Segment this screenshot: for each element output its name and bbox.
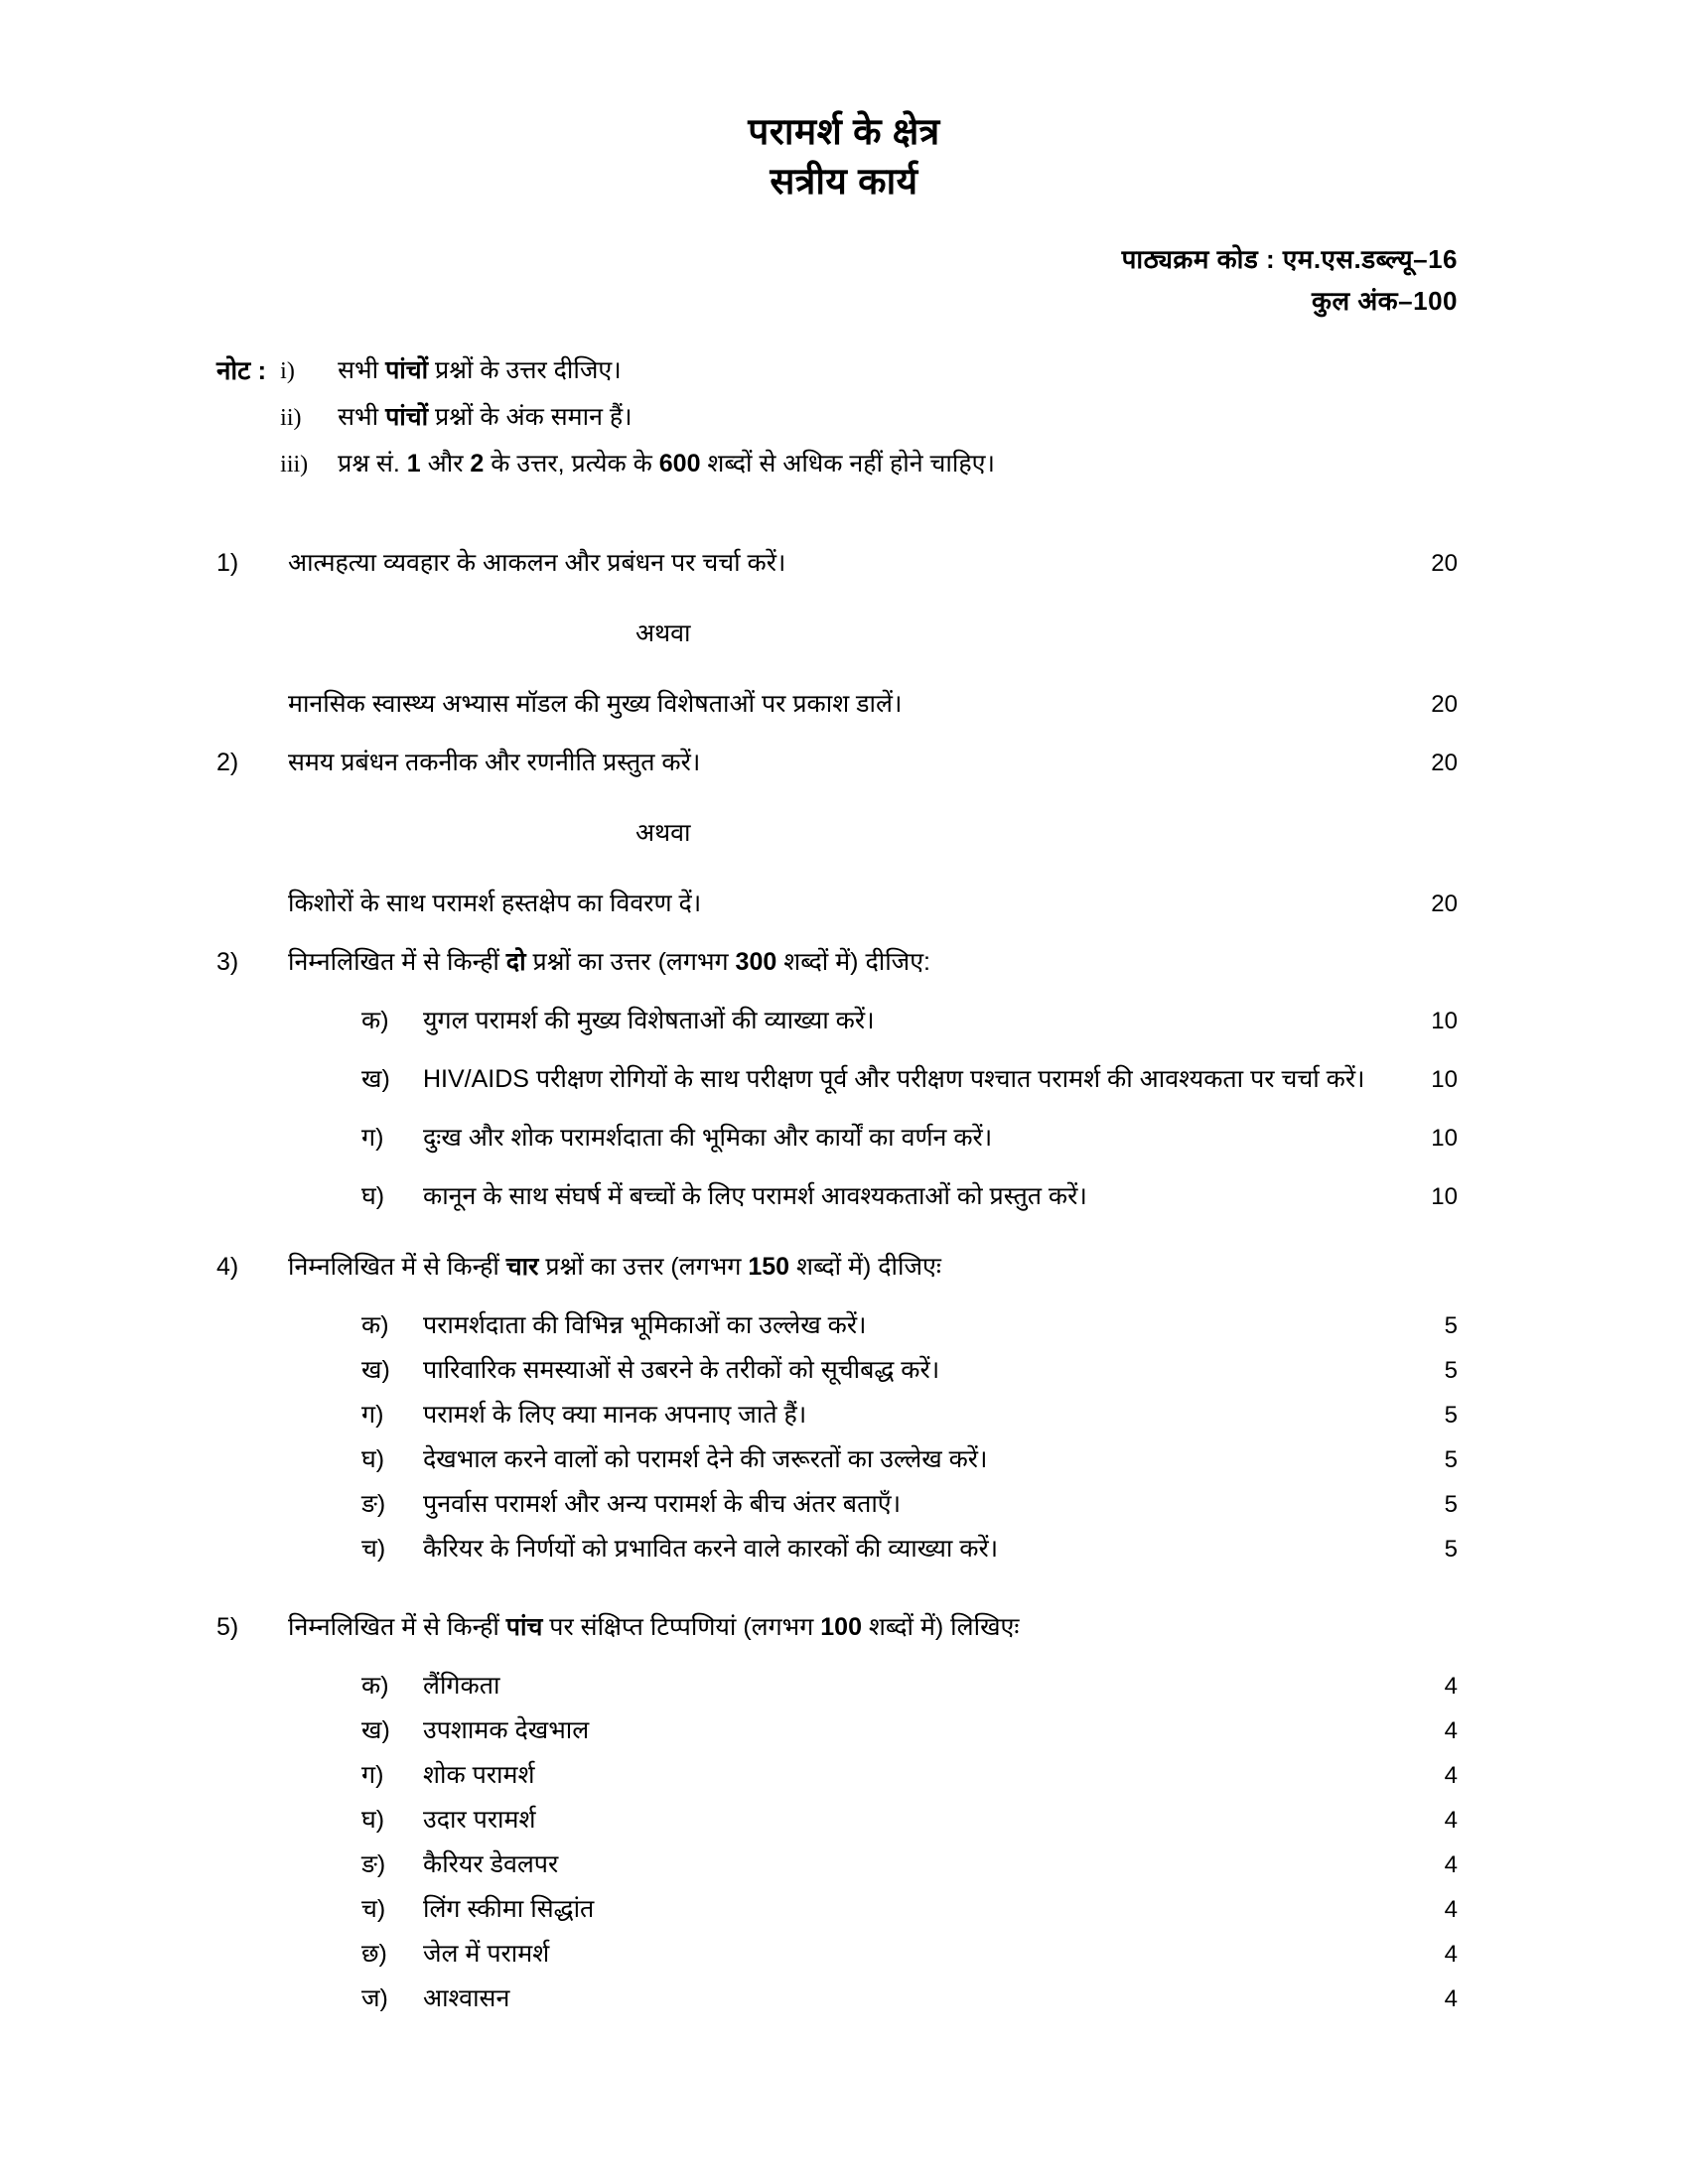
sub-question-marks: 4 — [1444, 1985, 1458, 2012]
question-marks: 20 — [1431, 550, 1458, 577]
note-text-post: प्रश्नों के उत्तर दीजिए। — [428, 356, 622, 384]
sub-question-text: परामर्श के लिए क्या मानक अपनाए जाते हैं। — [423, 1401, 807, 1429]
sub-question-text: परामर्शदाता की विभिन्न भूमिकाओं का उल्लेख करें। — [423, 1311, 867, 1339]
questions-list — [0, 541, 1688, 2021]
stem-bold: चार — [505, 1253, 539, 1281]
spacer — [0, 1290, 1688, 1303]
note-item-marker: i) — [280, 358, 295, 384]
sub-question-text: पारिवारिक समस्याओं से उबरने के तरीकों को सूचीबद्ध करें। — [423, 1356, 940, 1384]
spacer — [0, 785, 1688, 811]
spacer — [0, 856, 1688, 882]
question-row — [0, 1605, 1688, 1650]
sub-question-text: पुनर्वास परामर्श और अन्य परामर्श के बीच अंतर बताएँ। — [423, 1490, 902, 1518]
question-row — [0, 741, 1688, 785]
sub-question-marks: 10 — [1431, 1125, 1458, 1152]
sub-question-marker: च) — [361, 1895, 386, 1923]
question-row — [0, 940, 1688, 985]
sub-question-marker: छ) — [361, 1940, 387, 1968]
sub-question-text: उपशामक देखभाल — [423, 1716, 590, 1744]
stem-pre: निम्नलिखित में से किन्हीं — [288, 1253, 506, 1281]
sub-question-row — [0, 1057, 1688, 1102]
stem-bold-2: 100 — [820, 1613, 862, 1641]
sub-question-text: आश्वासन — [423, 1984, 510, 2012]
sub-question-marker: घ) — [361, 1806, 385, 1834]
note-item-text — [338, 441, 1688, 486]
sub-question-row — [0, 1437, 1688, 1482]
sub-question-marks: 10 — [1431, 1183, 1458, 1210]
note-text-post: प्रश्नों के अंक समान हैं। — [428, 403, 633, 431]
sub-question-marker: ख) — [361, 1356, 390, 1384]
sub-question-row — [0, 1174, 1688, 1219]
sub-question-marker: ङ) — [361, 1490, 386, 1518]
note-text-bold: पांचों — [385, 403, 429, 431]
spacer — [0, 1571, 1688, 1605]
sub-question-row — [0, 1116, 1688, 1160]
question-number: 1) — [216, 549, 239, 577]
spacer — [0, 656, 1688, 682]
sub-question-row — [0, 1482, 1688, 1527]
sub-question-row — [0, 1664, 1688, 1708]
note-text-bold-2: 2 — [470, 450, 485, 478]
sub-question-text: दुःख और शोक परामर्शदाता की भूमिका और कार्यों का वर्णन करें। — [423, 1124, 993, 1152]
sub-question-text: लैंगिकता — [423, 1672, 500, 1700]
question-alternative-row — [0, 682, 1688, 727]
sub-question-row — [0, 1348, 1688, 1393]
sub-question-text: देखभाल करने वालों को परामर्श देने की जरूरतों का उल्लेख करें। — [423, 1445, 988, 1473]
note-item-text — [338, 347, 1688, 393]
spacer — [0, 1650, 1688, 1664]
question-row — [0, 1245, 1688, 1290]
stem-bold: दो — [505, 948, 526, 976]
sub-question-marks: 4 — [1444, 1673, 1458, 1700]
sub-question-marker: घ) — [361, 1445, 385, 1473]
sub-question-marker: ख) — [361, 1716, 390, 1744]
sub-question-row — [0, 1798, 1688, 1843]
sub-question-text: कानून के साथ संघर्ष में बच्चों के लिए परामर्श आवश्यकताओं को प्रस्तुत करें। — [423, 1182, 1087, 1210]
note-item — [280, 441, 1688, 487]
alternative-label: अथवा — [635, 819, 691, 847]
total-marks-line: कुल अंक–100 — [1312, 286, 1458, 316]
question-number: 2) — [216, 749, 239, 776]
sub-question-marks: 10 — [1431, 1066, 1458, 1093]
sub-question-text: उदार परामर्श — [423, 1806, 536, 1834]
stem-mid: प्रश्नों का उत्तर (लगभग — [538, 1253, 749, 1281]
stem-bold: पांच — [505, 1613, 543, 1641]
question-row — [0, 541, 1688, 586]
spacer — [0, 926, 1688, 940]
question-text: समय प्रबंधन तकनीक और रणनीति प्रस्तुत करें। — [288, 749, 701, 776]
sub-question-marker: क) — [361, 1311, 389, 1339]
sub-question-text: कैरियर डेवलपर — [423, 1850, 559, 1878]
sub-question-marker: ग) — [361, 1761, 384, 1789]
sub-question-marks: 5 — [1444, 1446, 1458, 1473]
note-block — [0, 347, 1688, 487]
stem-pre: निम्नलिखित में से किन्हीं — [288, 948, 506, 976]
sub-question-marker: ग) — [361, 1124, 384, 1152]
note-text-pre: सभी — [338, 403, 386, 431]
note-text-bold: 1 — [406, 450, 421, 478]
sub-question-marker: ज) — [361, 1984, 388, 2012]
sub-question-text: लिंग स्कीमा सिद्धांत — [423, 1895, 595, 1923]
note-text-tail: शब्दों से अधिक नहीं होने चाहिए। — [700, 450, 995, 478]
stem-bold-2: 300 — [735, 948, 777, 976]
question-stem — [288, 940, 1384, 985]
note-text-pre: प्रश्न सं. — [338, 450, 407, 478]
sub-question-marker: ग) — [361, 1401, 384, 1429]
stem-bold-2: 150 — [748, 1253, 790, 1281]
question-alternative-marks: 20 — [1431, 890, 1458, 917]
note-item-text — [338, 394, 1688, 440]
question-stem — [288, 1245, 1384, 1290]
stem-post: शब्दों में) दीजिएः — [789, 1253, 941, 1281]
sub-question-marks: 5 — [1444, 1491, 1458, 1518]
note-list — [280, 347, 1688, 487]
sub-question-marker: क) — [361, 1672, 389, 1700]
sub-question-row — [0, 1843, 1688, 1887]
question-number: 4) — [216, 1253, 239, 1281]
spacer — [0, 586, 1688, 612]
question-marks: 20 — [1431, 750, 1458, 776]
note-item — [280, 347, 1688, 394]
sub-question-marks: 4 — [1444, 1717, 1458, 1744]
sub-question-row — [0, 999, 1688, 1043]
note-item-marker: ii) — [280, 405, 302, 431]
note-text-pre: सभी — [338, 356, 386, 384]
stem-post: शब्दों में) लिखिएः — [861, 1613, 1020, 1641]
question-number: 3) — [216, 948, 239, 976]
question-stem — [288, 1605, 1384, 1650]
sub-question-row — [0, 1887, 1688, 1932]
sub-question-marks: 10 — [1431, 1008, 1458, 1034]
sub-question-row — [0, 1527, 1688, 1571]
question-text: आत्महत्या व्यवहार के आकलन और प्रबंधन पर चर्चा करें। — [288, 549, 786, 577]
page-title-line-2: सत्रीय कार्य — [770, 161, 918, 202]
stem-pre: निम्नलिखित में से किन्हीं — [288, 1613, 506, 1641]
sub-question-marker: च) — [361, 1535, 386, 1563]
spacer — [0, 1102, 1688, 1116]
sub-question-text: शोक परामर्श — [423, 1761, 535, 1789]
stem-post: शब्दों में) दीजिए: — [776, 948, 930, 976]
sub-question-text: युगल परामर्श की मुख्य विशेषताओं की व्याख्या करें। — [423, 1007, 875, 1034]
question-alternative-text: किशोरों के साथ परामर्श हस्तक्षेप का विवरण दें। — [288, 889, 702, 917]
sub-question-row — [0, 1303, 1688, 1348]
question-alternative-text: मानसिक स्वास्थ्य अभ्यास मॉडल की मुख्य विशेषताओं पर प्रकाश डालें। — [288, 690, 903, 718]
note-text-bold: पांचों — [385, 356, 429, 384]
sub-question-marks: 4 — [1444, 1762, 1458, 1789]
sub-question-row — [0, 1708, 1688, 1753]
course-meta-block — [0, 238, 1688, 322]
sub-question-marker: ङ) — [361, 1850, 386, 1878]
note-text-bold-3: 600 — [658, 450, 701, 478]
spacer — [0, 1160, 1688, 1174]
note-text-post: के उत्तर, प्रत्येक के — [484, 450, 659, 478]
sub-question-marker: घ) — [361, 1182, 385, 1210]
sub-question-marker: ख) — [361, 1065, 390, 1093]
question-alternative-row — [0, 882, 1688, 926]
document-title-block — [0, 0, 1688, 206]
sub-question-row — [0, 1932, 1688, 1977]
course-code-line: पाठ्यक्रम कोड : एम.एस.डब्ल्यू–16 — [1121, 244, 1458, 274]
sub-question-row — [0, 1977, 1688, 2021]
question-alternative-marks: 20 — [1431, 691, 1458, 718]
sub-question-text: कैरियर के निर्णयों को प्रभावित करने वाले कारकों की व्याख्या करें। — [423, 1535, 999, 1563]
sub-question-marks: 4 — [1444, 1851, 1458, 1878]
sub-question-marks: 5 — [1444, 1536, 1458, 1563]
sub-question-marks: 5 — [1444, 1312, 1458, 1339]
sub-question-marks: 4 — [1444, 1807, 1458, 1834]
page-title-line-1: परामर्श के क्षेत्र — [748, 111, 940, 152]
question-number: 5) — [216, 1613, 239, 1641]
stem-mid: प्रश्नों का उत्तर (लगभग — [525, 948, 736, 976]
alternative-label: अथवा — [635, 619, 691, 647]
note-item — [280, 394, 1688, 441]
spacer — [0, 1043, 1688, 1057]
spacer — [0, 727, 1688, 741]
note-item-marker: iii) — [280, 452, 309, 478]
sub-question-row — [0, 1393, 1688, 1437]
sub-question-row — [0, 1753, 1688, 1798]
sub-question-marks: 5 — [1444, 1357, 1458, 1384]
sub-question-marks: 4 — [1444, 1896, 1458, 1923]
spacer — [0, 1219, 1688, 1245]
note-text-mid: और — [420, 450, 471, 478]
sub-question-marks: 5 — [1444, 1402, 1458, 1429]
sub-question-text: HIV/AIDS परीक्षण रोगियों के साथ परीक्षण पूर्व और परीक्षण पश्चात परामर्श की आवश्यकता पर चर्चा करें। — [423, 1065, 1365, 1093]
spacer — [0, 985, 1688, 999]
note-label: नोट : — [216, 355, 267, 385]
sub-question-text: जेल में परामर्श — [423, 1940, 550, 1968]
sub-question-marker: क) — [361, 1007, 389, 1034]
sub-question-marks: 4 — [1444, 1941, 1458, 1968]
stem-mid: पर संक्षिप्त टिप्पणियां (लगभग — [542, 1613, 821, 1641]
